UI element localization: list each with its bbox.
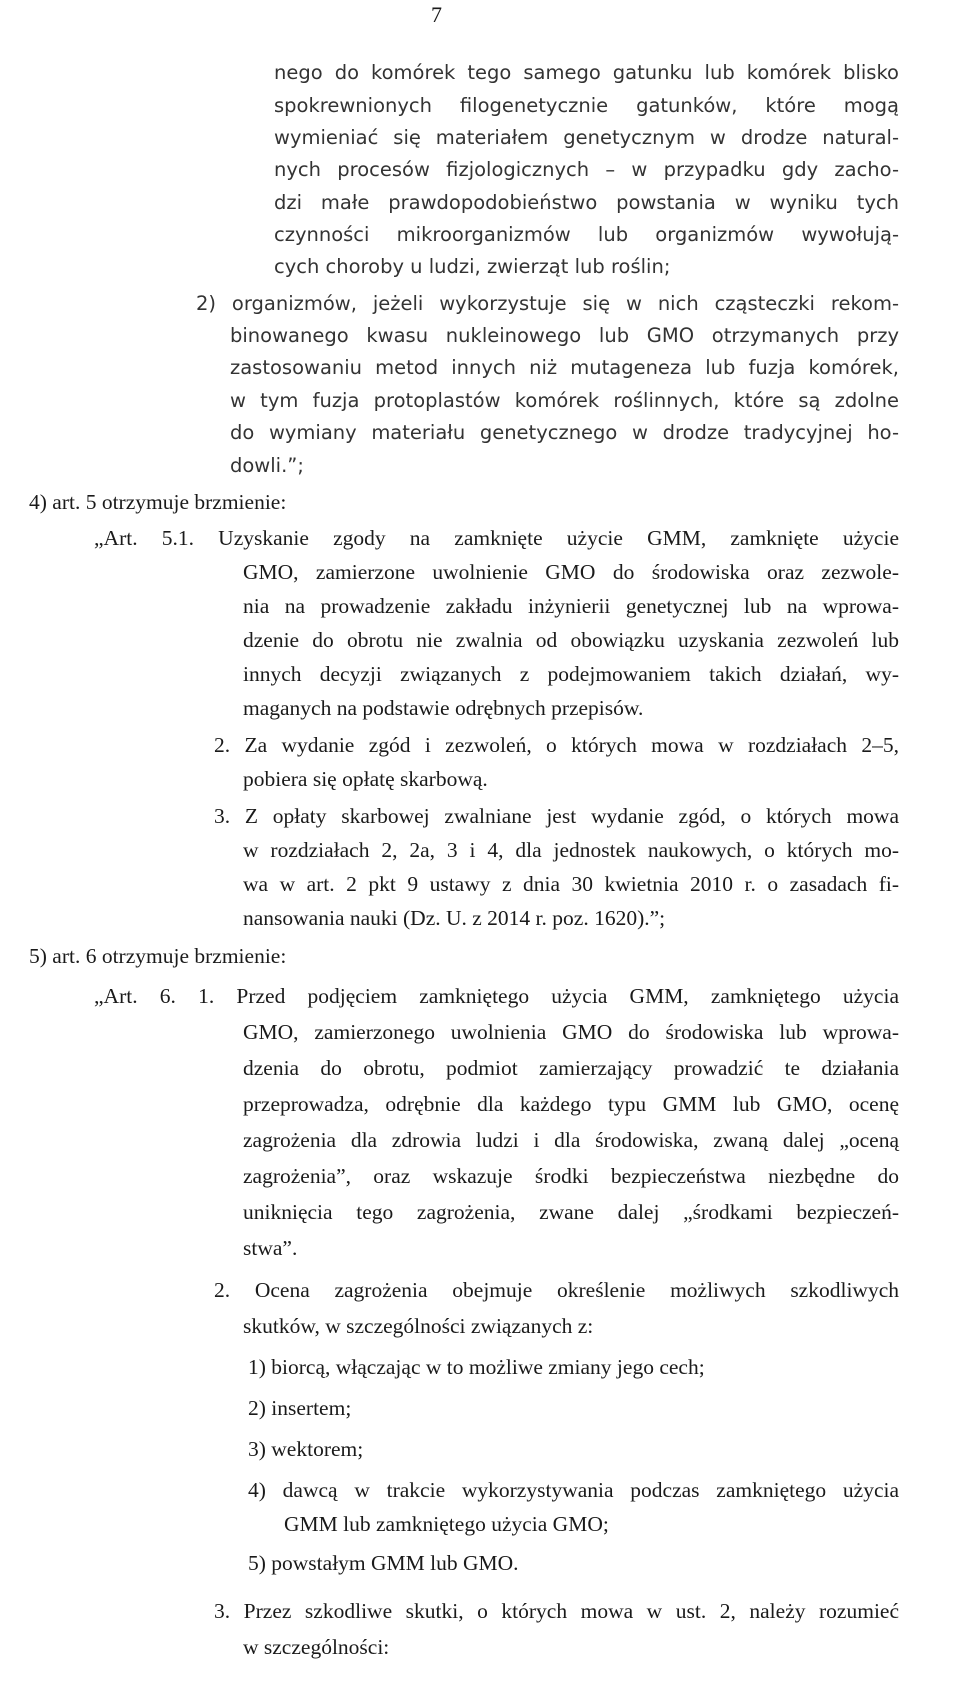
text-line: „Art. 6. 1. Przed podjęciem zamkniętego użycia GMM, zamkniętego użycia [94, 984, 899, 1008]
text-line: wa w art. 2 pkt 9 ustawy z dnia 30 kwietnia 2010 r. o zasadach fi- [243, 872, 899, 896]
text-line: dzenie do obrotu nie zwalnia od obowiązku uzyskania zezwoleń lub [243, 628, 899, 652]
text-line: wymieniać się materiałem genetycznym w drodze natural- [274, 126, 899, 149]
text-line: 2) organizmów, jeżeli wykorzystuje się w nich cząsteczki rekom- [196, 292, 899, 315]
text-line: zagrożenia”, oraz wskazuje środki bezpieczeństwa niezbędne do [243, 1164, 899, 1188]
text-line: nansowania nauki (Dz. U. z 2014 r. poz. 1620).”; [243, 906, 666, 930]
text-line: nych procesów fizjologicznych – w przypadku gdy zacho- [274, 158, 899, 181]
list-item: 2) insertem; [248, 1396, 352, 1420]
text-line: 3. Z opłaty skarbowej zwalniane jest wydanie zgód, o których mowa [214, 804, 899, 828]
text-line: GMO, zamierzone uwolnienie GMO do środowiska oraz zezwole- [243, 560, 899, 584]
text-line: dowli.”; [230, 454, 304, 477]
text-line: w tym fuzja protoplastów komórek roślinnych, które są zdolne [230, 389, 899, 412]
text-line: dzi małe prawdopodobieństwo powstania w wyniku tych [274, 191, 899, 214]
text-line: w szczególności: [243, 1635, 390, 1659]
text-line: „Art. 5.1. Uzyskanie zgody na zamknięte użycie GMM, zamknięte użycie [94, 526, 899, 550]
item-header: 4) art. 5 otrzymuje brzmienie: [29, 490, 287, 514]
text-line: spokrewnionych filogenetycznie gatunków, które mogą [274, 94, 899, 117]
text-line: do wymiany materiału genetycznego w drodze tradycyjnej ho- [230, 421, 899, 444]
text-line: 3. Przez szkodliwe skutki, o których mowa w ust. 2, należy rozumieć [214, 1599, 899, 1623]
text-line: pobiera się opłatę skarbową. [243, 767, 488, 791]
text-line: GMO, zamierzonego uwolnienia GMO do środowiska lub wprowa- [243, 1020, 899, 1044]
list-item: 1) biorcą, włączając w to możliwe zmiany jego cech; [248, 1355, 705, 1379]
page-number: 7 [431, 2, 442, 27]
text-line: 2. Ocena zagrożenia obejmuje określenie możliwych szkodliwych [214, 1278, 899, 1302]
text-line: skutków, w szczególności związanych z: [243, 1314, 594, 1338]
item-header: 5) art. 6 otrzymuje brzmienie: [29, 944, 287, 968]
text-line: nego do komórek tego samego gatunku lub komórek blisko [274, 61, 899, 84]
text-line: w rozdziałach 2, 2a, 3 i 4, dla jednostek naukowych, o których mo- [243, 838, 899, 862]
list-item-continuation: GMM lub zamkniętego użycia GMO; [284, 1512, 609, 1536]
text-line: 2. Za wydanie zgód i zezwoleń, o których mowa w rozdziałach 2–5, [214, 733, 899, 757]
text-line: dzenia do obrotu, podmiot zamierzający prowadzić te działania [243, 1056, 899, 1080]
text-line: innych decyzji związanych z podejmowaniem takich działań, wy- [243, 662, 899, 686]
text-line: nia na prowadzenie zakładu inżynierii genetycznej lub na wprowa- [243, 594, 899, 618]
text-line: zastosowaniu metod innych niż mutageneza lub fuzja komórek, [230, 356, 899, 379]
text-line: stwa”. [243, 1236, 298, 1260]
list-item: 5) powstałym GMM lub GMO. [248, 1551, 519, 1575]
list-item: 3) wektorem; [248, 1437, 364, 1461]
text-line: binowanego kwasu nukleinowego lub GMO otrzymanych przy [230, 324, 899, 347]
text-line: przeprowadza, odrębnie dla każdego typu GMM lub GMO, ocenę [243, 1092, 899, 1116]
text-line: cych choroby u ludzi, zwierząt lub roślin; [274, 255, 671, 278]
text-line: maganych na podstawie odrębnych przepisów. [243, 696, 644, 720]
text-line: uniknięcia tego zagrożenia, zwane dalej „środkami bezpieczeń- [243, 1200, 899, 1224]
text-line: czynności mikroorganizmów lub organizmów wywołują- [274, 223, 899, 246]
list-item: 4) dawcą w trakcie wykorzystywania podczas zamkniętego użycia [248, 1478, 899, 1502]
text-line: zagrożenia dla zdrowia ludzi i dla środowiska, zwaną dalej „oceną [243, 1128, 899, 1152]
